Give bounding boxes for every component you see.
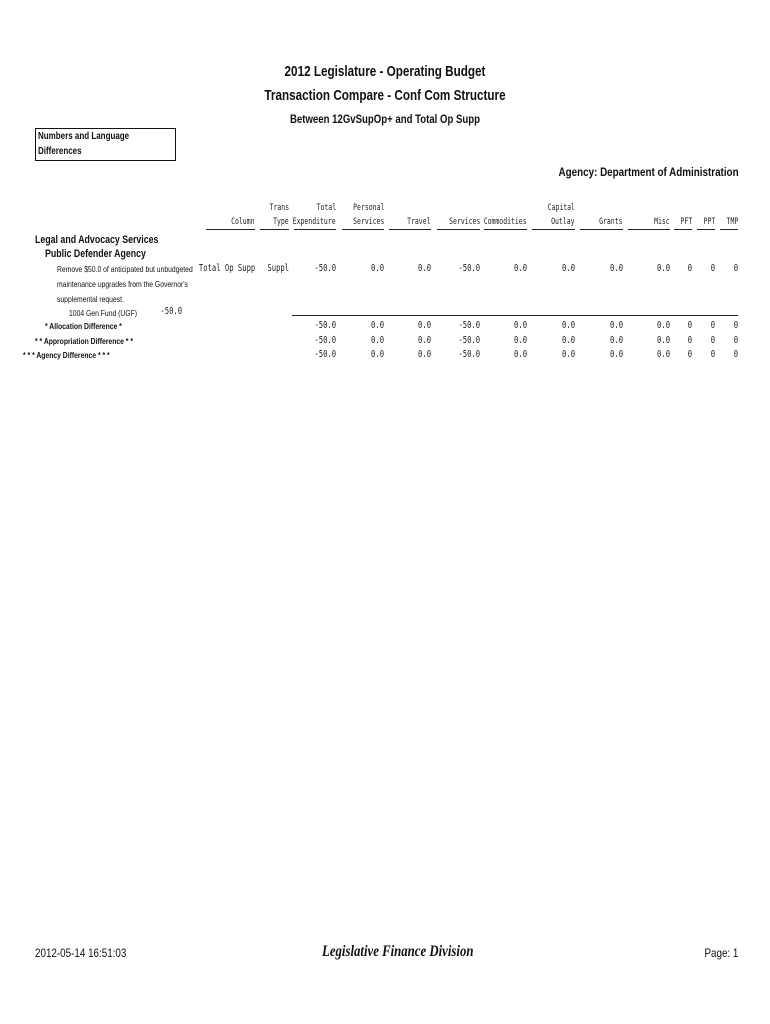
col-underline [294, 229, 336, 230]
report-title-1: 2012 Legislature - Operating Budget [284, 63, 486, 80]
total-row-misc: 0.0 [656, 334, 670, 346]
total-row-ppt: 0 [710, 334, 715, 346]
txn-column: Total Op Supp [198, 263, 255, 274]
total-row-grants: 0.0 [609, 320, 623, 331]
col-underline [206, 229, 255, 230]
col-header-services: Services [448, 217, 480, 227]
footer-timestamp: 2012-05-14 16:51:03 [35, 946, 127, 960]
col-header-grants: Grants [599, 217, 623, 227]
report-subtitle: Between 12GvSupOp+ and Total Op Supp [290, 112, 480, 126]
col-header-personal-1: Personal [352, 203, 384, 213]
total-row-services: -50.0 [458, 349, 480, 360]
total-row-total: -50.0 [314, 349, 336, 360]
fund-source-value: -50.0 [160, 306, 182, 317]
total-row-personal: 0.0 [370, 334, 384, 346]
col-header-pft: PFT [680, 217, 692, 227]
total-row-tmp: 0 [733, 320, 738, 331]
col-underline [628, 229, 670, 230]
col-underline [389, 229, 431, 230]
col-header-travel: Travel [407, 217, 431, 227]
total-row-tmp: 0 [733, 334, 738, 346]
total-row-misc: 0.0 [656, 349, 670, 360]
total-row-services: -50.0 [458, 334, 480, 346]
txn-capital: 0.0 [561, 263, 575, 274]
txn-services: -50.0 [458, 263, 480, 274]
total-row-total: -50.0 [314, 320, 336, 331]
total-row-personal: 0.0 [370, 349, 384, 360]
fund-source-label: 1004 Gen Fund (UGF) [69, 308, 138, 318]
col-header-total-1: Total [316, 203, 336, 213]
col-underline [532, 229, 575, 230]
report-type-line-2: Differences [38, 146, 82, 157]
col-underline [484, 229, 527, 230]
txn-ppt: 0 [710, 263, 715, 274]
col-underline [437, 229, 480, 230]
footer-division: Legislative Finance Division [322, 943, 474, 960]
total-row-travel: 0.0 [417, 334, 431, 346]
txn-grants: 0.0 [609, 263, 623, 274]
total-row-grants: 0.0 [609, 349, 623, 360]
transaction-description-line-2: maintenance upgrades from the Governor's [57, 279, 188, 289]
txn-pft: 0 [687, 263, 692, 274]
report-type-line-1: Numbers and Language [38, 131, 130, 142]
txn-misc: 0.0 [656, 263, 670, 274]
col-underline [697, 229, 715, 230]
col-underline [580, 229, 623, 230]
total-row-capital: 0.0 [561, 349, 575, 360]
report-type-box [35, 128, 176, 161]
total-row-tmp: 0 [733, 349, 738, 360]
total-row-travel: 0.0 [417, 349, 431, 360]
col-underline [720, 229, 738, 230]
col-header-tmp: TMP [726, 217, 738, 227]
txn-travel: 0.0 [417, 263, 431, 274]
transaction-description-line-3: supplemental request. [57, 294, 124, 304]
total-row-commodities: 0.0 [513, 334, 527, 346]
total-row-pft: 0 [687, 320, 692, 331]
total-row-label: * * * Agency Difference * * * [23, 350, 110, 360]
total-row-total: -50.0 [314, 334, 336, 346]
subtotal-rule [292, 315, 738, 316]
col-header-commodities: Commodities [484, 217, 527, 227]
col-header-capital-1: Capital [547, 203, 575, 213]
col-header-misc: Misc [654, 217, 670, 227]
col-header-trans-1: Trans [269, 203, 289, 213]
agency-subheading: Public Defender Agency [45, 248, 146, 260]
col-header-personal-2: Services [352, 217, 384, 227]
total-row-ppt: 0 [710, 349, 715, 360]
total-row-commodities: 0.0 [513, 320, 527, 331]
total-row-personal: 0.0 [370, 320, 384, 331]
total-row-capital: 0.0 [561, 334, 575, 346]
footer-page-number: Page: 1 [704, 946, 738, 960]
col-header-capital-2: Outlay [551, 217, 575, 227]
transaction-description-line-1: Remove $50.0 of anticipated but unbudgeted [57, 264, 193, 274]
txn-tmp: 0 [733, 263, 738, 274]
txn-total: -50.0 [314, 263, 336, 274]
total-row-grants: 0.0 [609, 334, 623, 346]
agency-heading: Agency: Department of Administration [558, 165, 739, 179]
txn-commodities: 0.0 [513, 263, 527, 274]
col-header-total-2: Expenditure [293, 217, 336, 227]
txn-personal: 0.0 [370, 263, 384, 274]
total-row-label: * Allocation Difference * [45, 321, 122, 331]
col-header-ppt: PPT [703, 217, 715, 227]
txn-type: Suppl [267, 263, 289, 274]
total-row-pft: 0 [687, 334, 692, 346]
col-underline [342, 229, 384, 230]
section-heading: Legal and Advocacy Services [35, 234, 159, 246]
total-row-services: -50.0 [458, 320, 480, 331]
col-header-trans-2: Type [273, 217, 289, 227]
total-row-ppt: 0 [710, 320, 715, 331]
total-row-misc: 0.0 [656, 320, 670, 331]
total-row-commodities: 0.0 [513, 349, 527, 360]
total-row-pft: 0 [687, 349, 692, 360]
total-row-capital: 0.0 [561, 320, 575, 331]
total-row-travel: 0.0 [417, 320, 431, 331]
total-row-label: * * Appropriation Difference * * [35, 335, 133, 346]
col-header-column: Column [231, 217, 255, 227]
col-underline [260, 229, 289, 230]
col-underline [674, 229, 692, 230]
report-title-2: Transaction Compare - Conf Com Structure [264, 87, 506, 104]
